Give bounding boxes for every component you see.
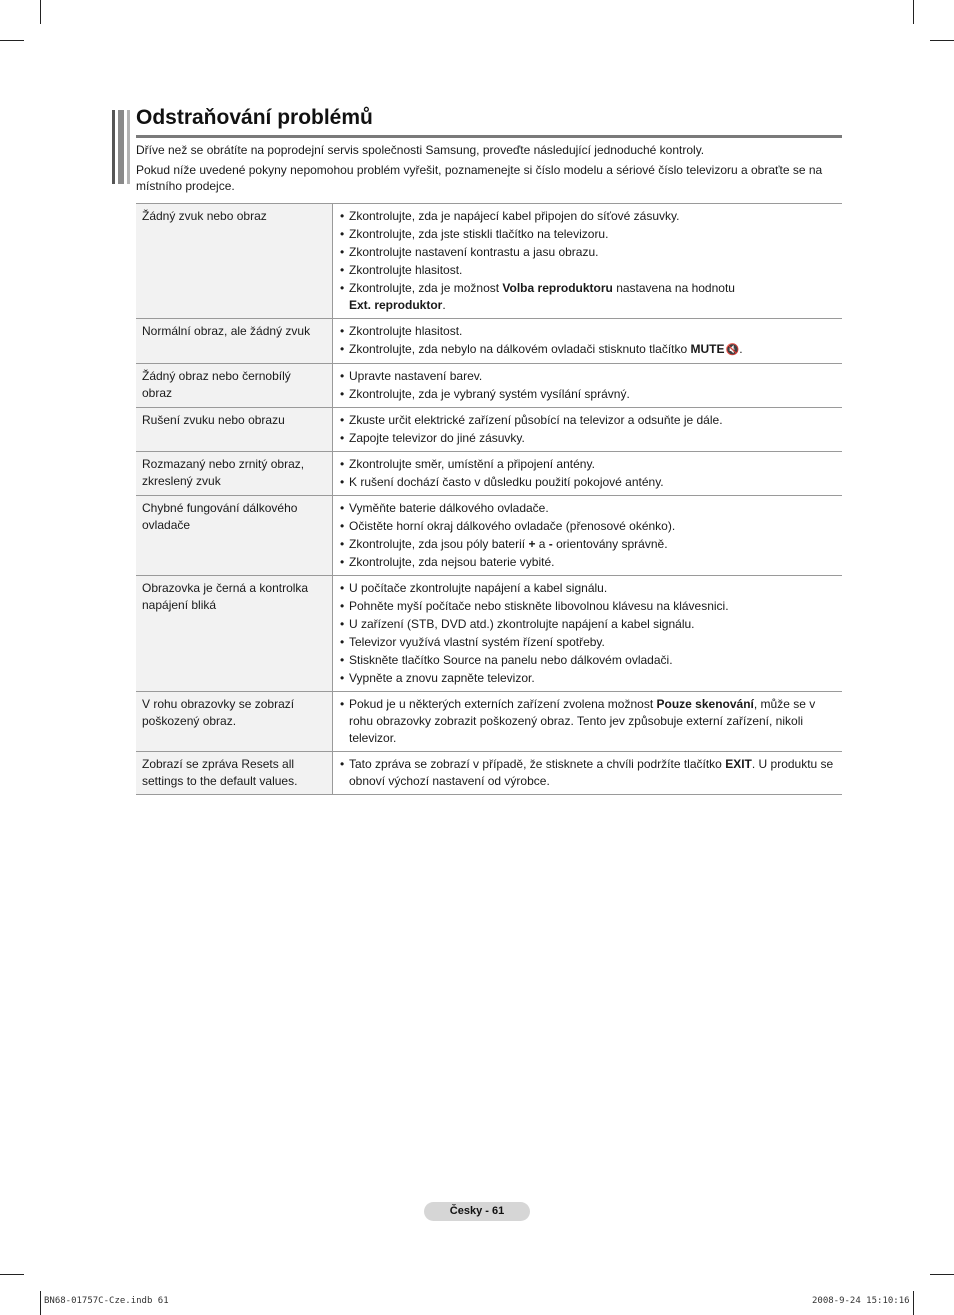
- crop-mark: [40, 0, 41, 24]
- table-row: [136, 576, 842, 692]
- table-row: [136, 692, 842, 752]
- solution-item: • Vyměňte baterie dálkového ovladače.: [340, 500, 836, 517]
- intro-paragraph: Dříve než se obrátíte na poprodejní servis společnosti Samsung, proveďte následující jednoduché kontroly.: [136, 143, 705, 157]
- table-row: [136, 204, 842, 319]
- solution-item: • Zkontrolujte, zda jste stiskli tlačítko na televizoru.: [340, 226, 836, 243]
- solution-cell: [333, 752, 843, 795]
- table-row: [136, 496, 842, 576]
- mute-speaker-icon: 🔇: [725, 344, 740, 356]
- table-row: [136, 452, 842, 496]
- solution-cell: [333, 408, 843, 452]
- solution-item: • Tato zpráva se zobrazí v případě, že stisknete a chvíli podržíte tlačítko EXIT. U produktu se obnoví výchozí nastavení od výrobce.: [340, 756, 836, 790]
- solution-item: • Zkontrolujte, zda je možnost Volba reproduktoru nastavena na hodnotu Ext. reproduktor.: [340, 280, 836, 314]
- title-rule: [136, 135, 842, 138]
- solution-cell: [333, 576, 843, 692]
- table-row: [136, 752, 842, 795]
- solution-item: • Zkontrolujte, zda je vybraný systém vysílání správný.: [340, 386, 836, 403]
- crop-mark: [913, 1291, 914, 1315]
- solution-cell: [333, 204, 843, 319]
- solution-item: • Stiskněte tlačítko Source na panelu nebo dálkovém ovladači.: [340, 652, 836, 669]
- problem-cell: V rohu obrazovky se zobrazí poškozený obraz.: [136, 692, 333, 752]
- crop-mark: [0, 40, 24, 41]
- problem-cell: Rušení zvuku nebo obrazu: [136, 408, 333, 452]
- problem-cell: Obrazovka je černá a kontrolka napájení bliká: [136, 576, 333, 692]
- intro-paragraph: Pokud níže uvedené pokyny nepomohou problém vyřešit, poznamenejte si číslo modelu a sériové číslo televizoru a obraťte se na místního prodejce.: [136, 163, 823, 193]
- crop-mark: [0, 1274, 24, 1275]
- crop-mark: [930, 40, 954, 41]
- footer-timestamp: 2008-9-24 15:10:16: [812, 1296, 910, 1306]
- solution-cell: [333, 692, 843, 752]
- troubleshooting-table: [136, 203, 842, 795]
- solution-item: • Zkontrolujte, zda nejsou baterie vybité.: [340, 554, 836, 571]
- problem-cell: Rozmazaný nebo zrnitý obraz, zkreslený zvuk: [136, 452, 333, 496]
- solution-item: • Zkontrolujte, zda jsou póly baterií + a - orientovány správně.: [340, 536, 836, 553]
- solution-item: • Televizor využívá vlastní systém řízení spotřeby.: [340, 634, 836, 651]
- solution-item: • Zkontrolujte směr, umístění a připojení antény.: [340, 456, 836, 473]
- solution-item: • Pokud je u některých externích zařízení zvolena možnost Pouze skenování, může se v rohu obrazovky zobrazit poškozený obraz. Tento jev způsobuje externí zařízení, nikoli televizor.: [340, 696, 836, 747]
- solution-item: • Očistěte horní okraj dálkového ovladače (přenosové okénko).: [340, 518, 836, 535]
- solution-item: • Vypněte a znovu zapněte televizor.: [340, 670, 836, 687]
- footer-file-info: BN68-01757C-Cze.indb 61: [44, 1296, 169, 1306]
- problem-cell: Zobrazí se zpráva Resets all settings to the default values.: [136, 752, 333, 795]
- table-row: [136, 364, 842, 408]
- problem-cell: Žádný zvuk nebo obraz: [136, 204, 333, 319]
- solution-item: • Zkuste určit elektrické zařízení působící na televizor a odsuňte je dále.: [340, 412, 836, 429]
- solution-item: • U zařízení (STB, DVD atd.) zkontrolujte napájení a kabel signálu.: [340, 616, 836, 633]
- page-number-badge: Česky - 61: [424, 1202, 530, 1221]
- solution-item: • U počítače zkontrolujte napájení a kabel signálu.: [340, 580, 836, 597]
- solution-item: • Zkontrolujte nastavení kontrastu a jasu obrazu.: [340, 244, 836, 261]
- solution-item: • K rušení dochází často v důsledku použití pokojové antény.: [340, 474, 836, 491]
- crop-mark: [40, 1291, 41, 1315]
- solution-item: • Zkontrolujte, zda nebylo na dálkovém ovladači stisknuto tlačítko MUTE🔇.: [340, 341, 836, 359]
- crop-mark: [930, 1274, 954, 1275]
- solution-cell: [333, 496, 843, 576]
- table-row: [136, 408, 842, 452]
- problem-cell: Žádný obraz nebo černobílý obraz: [136, 364, 333, 408]
- solution-cell: [333, 319, 843, 364]
- solution-cell: [333, 452, 843, 496]
- solution-cell: [333, 364, 843, 408]
- crop-mark: [913, 0, 914, 24]
- solution-item: • Pohněte myší počítače nebo stiskněte libovolnou klávesu na klávesnici.: [340, 598, 836, 615]
- solution-item: • Zkontrolujte, zda je napájecí kabel připojen do síťové zásuvky.: [340, 208, 836, 225]
- solution-item: • Zkontrolujte hlasitost.: [340, 323, 836, 340]
- solution-item: • Zkontrolujte hlasitost.: [340, 262, 836, 279]
- solution-item: • Upravte nastavení barev.: [340, 368, 836, 385]
- problem-cell: Chybné fungování dálkového ovladače: [136, 496, 333, 576]
- problem-cell: Normální obraz, ale žádný zvuk: [136, 319, 333, 364]
- table-row: [136, 319, 842, 364]
- solution-item: • Zapojte televizor do jiné zásuvky.: [340, 430, 836, 447]
- page-title: Odstraňování problémů: [136, 106, 373, 129]
